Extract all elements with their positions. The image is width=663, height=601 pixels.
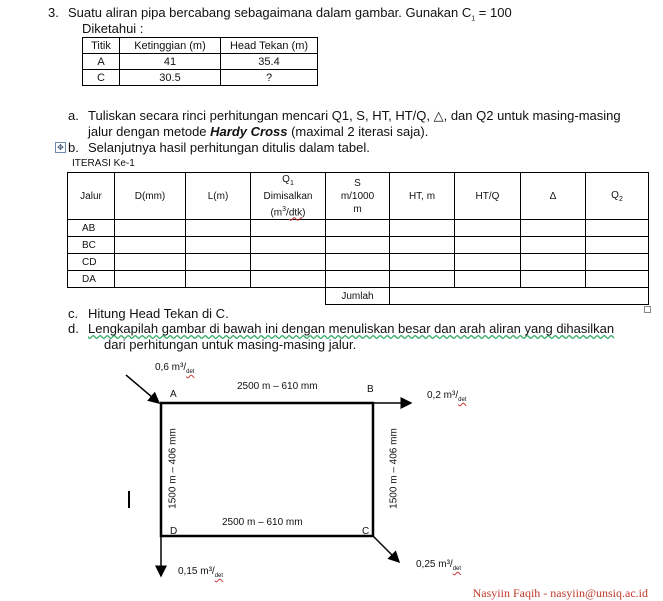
header-cell: Ketinggian (m) <box>120 38 221 54</box>
diketahui-label: Diketahui : <box>82 21 144 36</box>
header-diameter: D(mm) <box>115 173 186 220</box>
row-label: BC <box>68 237 115 254</box>
intro-subscript: 1 <box>471 15 476 23</box>
table-cell: 41 <box>120 54 221 70</box>
left-pipe-label: 1500 m – 406 mm <box>167 428 179 509</box>
header-s: S m/1000 m <box>326 173 390 220</box>
part-b-label: b. <box>68 140 79 155</box>
bottom-pipe-label: 2500 m – 610 mm <box>222 517 303 528</box>
method-name: Hardy Cross <box>210 124 288 139</box>
header-cell: Titik <box>83 38 120 54</box>
node-b-label: B <box>367 384 374 395</box>
intro-text: Suatu aliran pipa bercabang sebagaimana dalam gambar. Gunakan C <box>68 5 472 20</box>
part-a-text: jalur dengan metode <box>88 124 211 139</box>
iteration-caption: ITERASI Ke-1 <box>72 158 135 169</box>
inflow-arrow-a <box>126 375 159 403</box>
part-c-label: c. <box>68 306 79 321</box>
part-d-line2: dari perhitungan untuk masing-masing jalur. <box>104 337 357 352</box>
row-label: CD <box>68 254 115 271</box>
intro-suffix: = 100 <box>475 5 512 20</box>
table-cell: ? <box>221 70 318 86</box>
part-a-line1: Tuliskan secara rinci perhitungan mencari Q1, S, HT, HT/Q, △, dan Q2 untuk masing-masing <box>88 108 621 123</box>
table-cell: C <box>83 70 120 86</box>
node-d-label: D <box>170 526 178 537</box>
part-d-line1: Lengkapilah gambar di bawah ini dengan menuliskan besar dan arah aliran yang dihasilkan <box>88 321 615 336</box>
part-c-text: Hitung Head Tekan di C. <box>88 306 229 321</box>
author-footer: Nasyiin Faqih - nasyiin@unsiq.ac.id <box>472 586 648 600</box>
part-a-label: a. <box>68 108 79 123</box>
row-label: AB <box>68 220 115 237</box>
move-handle-icon[interactable]: ✥ <box>55 142 66 153</box>
row-label: DA <box>68 271 115 288</box>
part-a-suffix: (maximal 2 iterasi saja). <box>287 124 429 139</box>
table-cell: A <box>83 54 120 70</box>
right-pipe-label: 1500 m – 406 mm <box>388 428 400 509</box>
header-jalur: Jalur <box>68 173 115 220</box>
flow-out-b: 0,2 $m^3/_{det}$ <box>427 390 467 403</box>
node-c-label: C <box>362 526 370 537</box>
header-ht-q: HT/Q <box>455 173 521 220</box>
flow-out-d: 0,15 $m^3/_{det}$ <box>178 566 224 579</box>
flow-out-c: 0,25 $m^3/_{det}$ <box>416 559 462 572</box>
header-length: L(m) <box>186 173 251 220</box>
top-pipe-label: 2500 m – 610 mm <box>237 381 318 392</box>
total-label: Jumlah <box>326 288 390 305</box>
header-cell: Head Tekan (m) <box>221 38 318 54</box>
header-q2: $Q_2$ <box>586 173 649 220</box>
header-delta: Δ <box>521 173 586 220</box>
part-d-label: d. <box>68 321 79 336</box>
node-a-label: A <box>170 389 177 400</box>
outflow-arrow-c <box>373 536 399 562</box>
question-number: 3. <box>48 5 59 20</box>
table-cell: 30.5 <box>120 70 221 86</box>
header-ht: HT, m <box>390 173 455 220</box>
table-cell: 35.4 <box>221 54 318 70</box>
header-q1: $Q_1$ Dimisalkan $(m^3/dtk)$ <box>251 173 326 220</box>
flow-in-a: 0,6 $m^3/_{det}$ <box>155 362 195 375</box>
part-b-text: Selanjutnya hasil perhitungan ditulis dalam tabel. <box>88 140 370 155</box>
